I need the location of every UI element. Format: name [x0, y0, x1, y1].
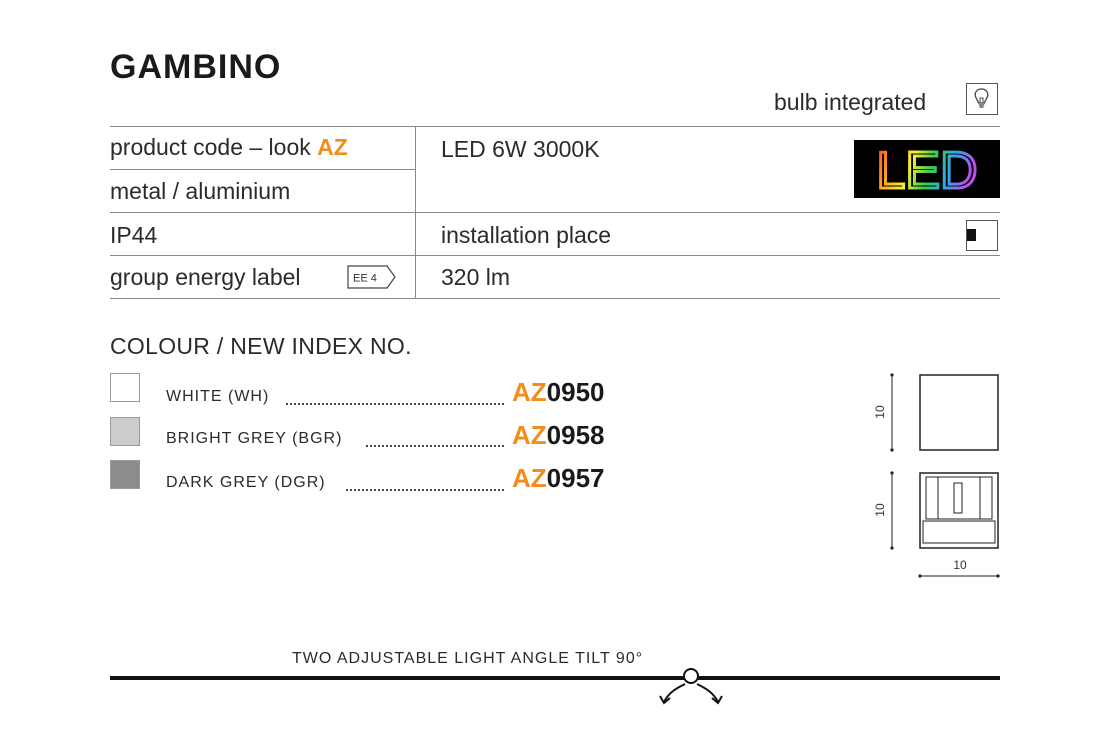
- energy-label-cell: group energy label: [110, 264, 301, 290]
- swatch-dark-grey: [110, 460, 140, 489]
- bulb-integrated-label: bulb integrated: [774, 89, 927, 115]
- product-title: GAMBINO: [110, 48, 282, 86]
- tilt-description: TWO ADJUSTABLE LIGHT ANGLE TILT 90°: [292, 650, 644, 667]
- light-source-cell: LED 6W 3000K: [441, 136, 600, 162]
- front-view-outline: [920, 375, 998, 450]
- front-height-label: 10: [873, 405, 887, 419]
- led-logo: [854, 140, 1000, 198]
- side-height-label: 10: [873, 503, 887, 517]
- product-code-cell: [110, 134, 348, 161]
- side-view-outline: [920, 473, 998, 548]
- table-bottom-rule: [110, 298, 1000, 299]
- colour-name-bright-grey: BRIGHT GREY (BGR): [166, 430, 343, 447]
- index-code-bright-grey: AZ0958: [512, 420, 605, 450]
- colour-heading: COLOUR / NEW INDEX NO.: [110, 333, 412, 359]
- table-rule-1: [110, 169, 415, 170]
- lumens-cell: 320 lm: [441, 264, 511, 290]
- swatch-white: [110, 373, 140, 402]
- product-code-label: product code – look: [110, 134, 311, 160]
- light-bulb-icon: [966, 83, 998, 115]
- installation-place-cell: installation place: [441, 222, 612, 248]
- table-column-divider: [415, 126, 416, 298]
- swatch-bright-grey: [110, 417, 140, 446]
- tilt-arrows-icon: [655, 662, 727, 708]
- energy-class-text: EE 4: [353, 272, 377, 285]
- index-code-dark-grey: AZ0957: [512, 463, 605, 493]
- ip-rating-cell: IP44: [110, 222, 158, 248]
- energy-class-badge: [347, 265, 397, 294]
- wall-mount-marker: [967, 229, 976, 241]
- leader-dots-white: [286, 403, 504, 405]
- colour-name-white: WHITE (WH): [166, 388, 270, 405]
- table-rule-3: [110, 255, 1000, 256]
- width-label: 10: [953, 558, 967, 572]
- table-top-rule: [110, 126, 1000, 127]
- leader-dots-bright-grey: [366, 445, 504, 447]
- colour-name-dark-grey: DARK GREY (DGR): [166, 474, 326, 491]
- dimension-drawing: [860, 365, 1010, 585]
- led-logo-text: LED: [876, 142, 978, 198]
- table-rule-2: [110, 212, 1000, 213]
- tilt-base-line: [110, 676, 1000, 680]
- index-code-white: AZ0950: [512, 377, 605, 407]
- leader-dots-dark-grey: [346, 489, 504, 491]
- material-cell: metal / aluminium: [110, 178, 291, 204]
- product-code-prefix: AZ: [317, 134, 348, 160]
